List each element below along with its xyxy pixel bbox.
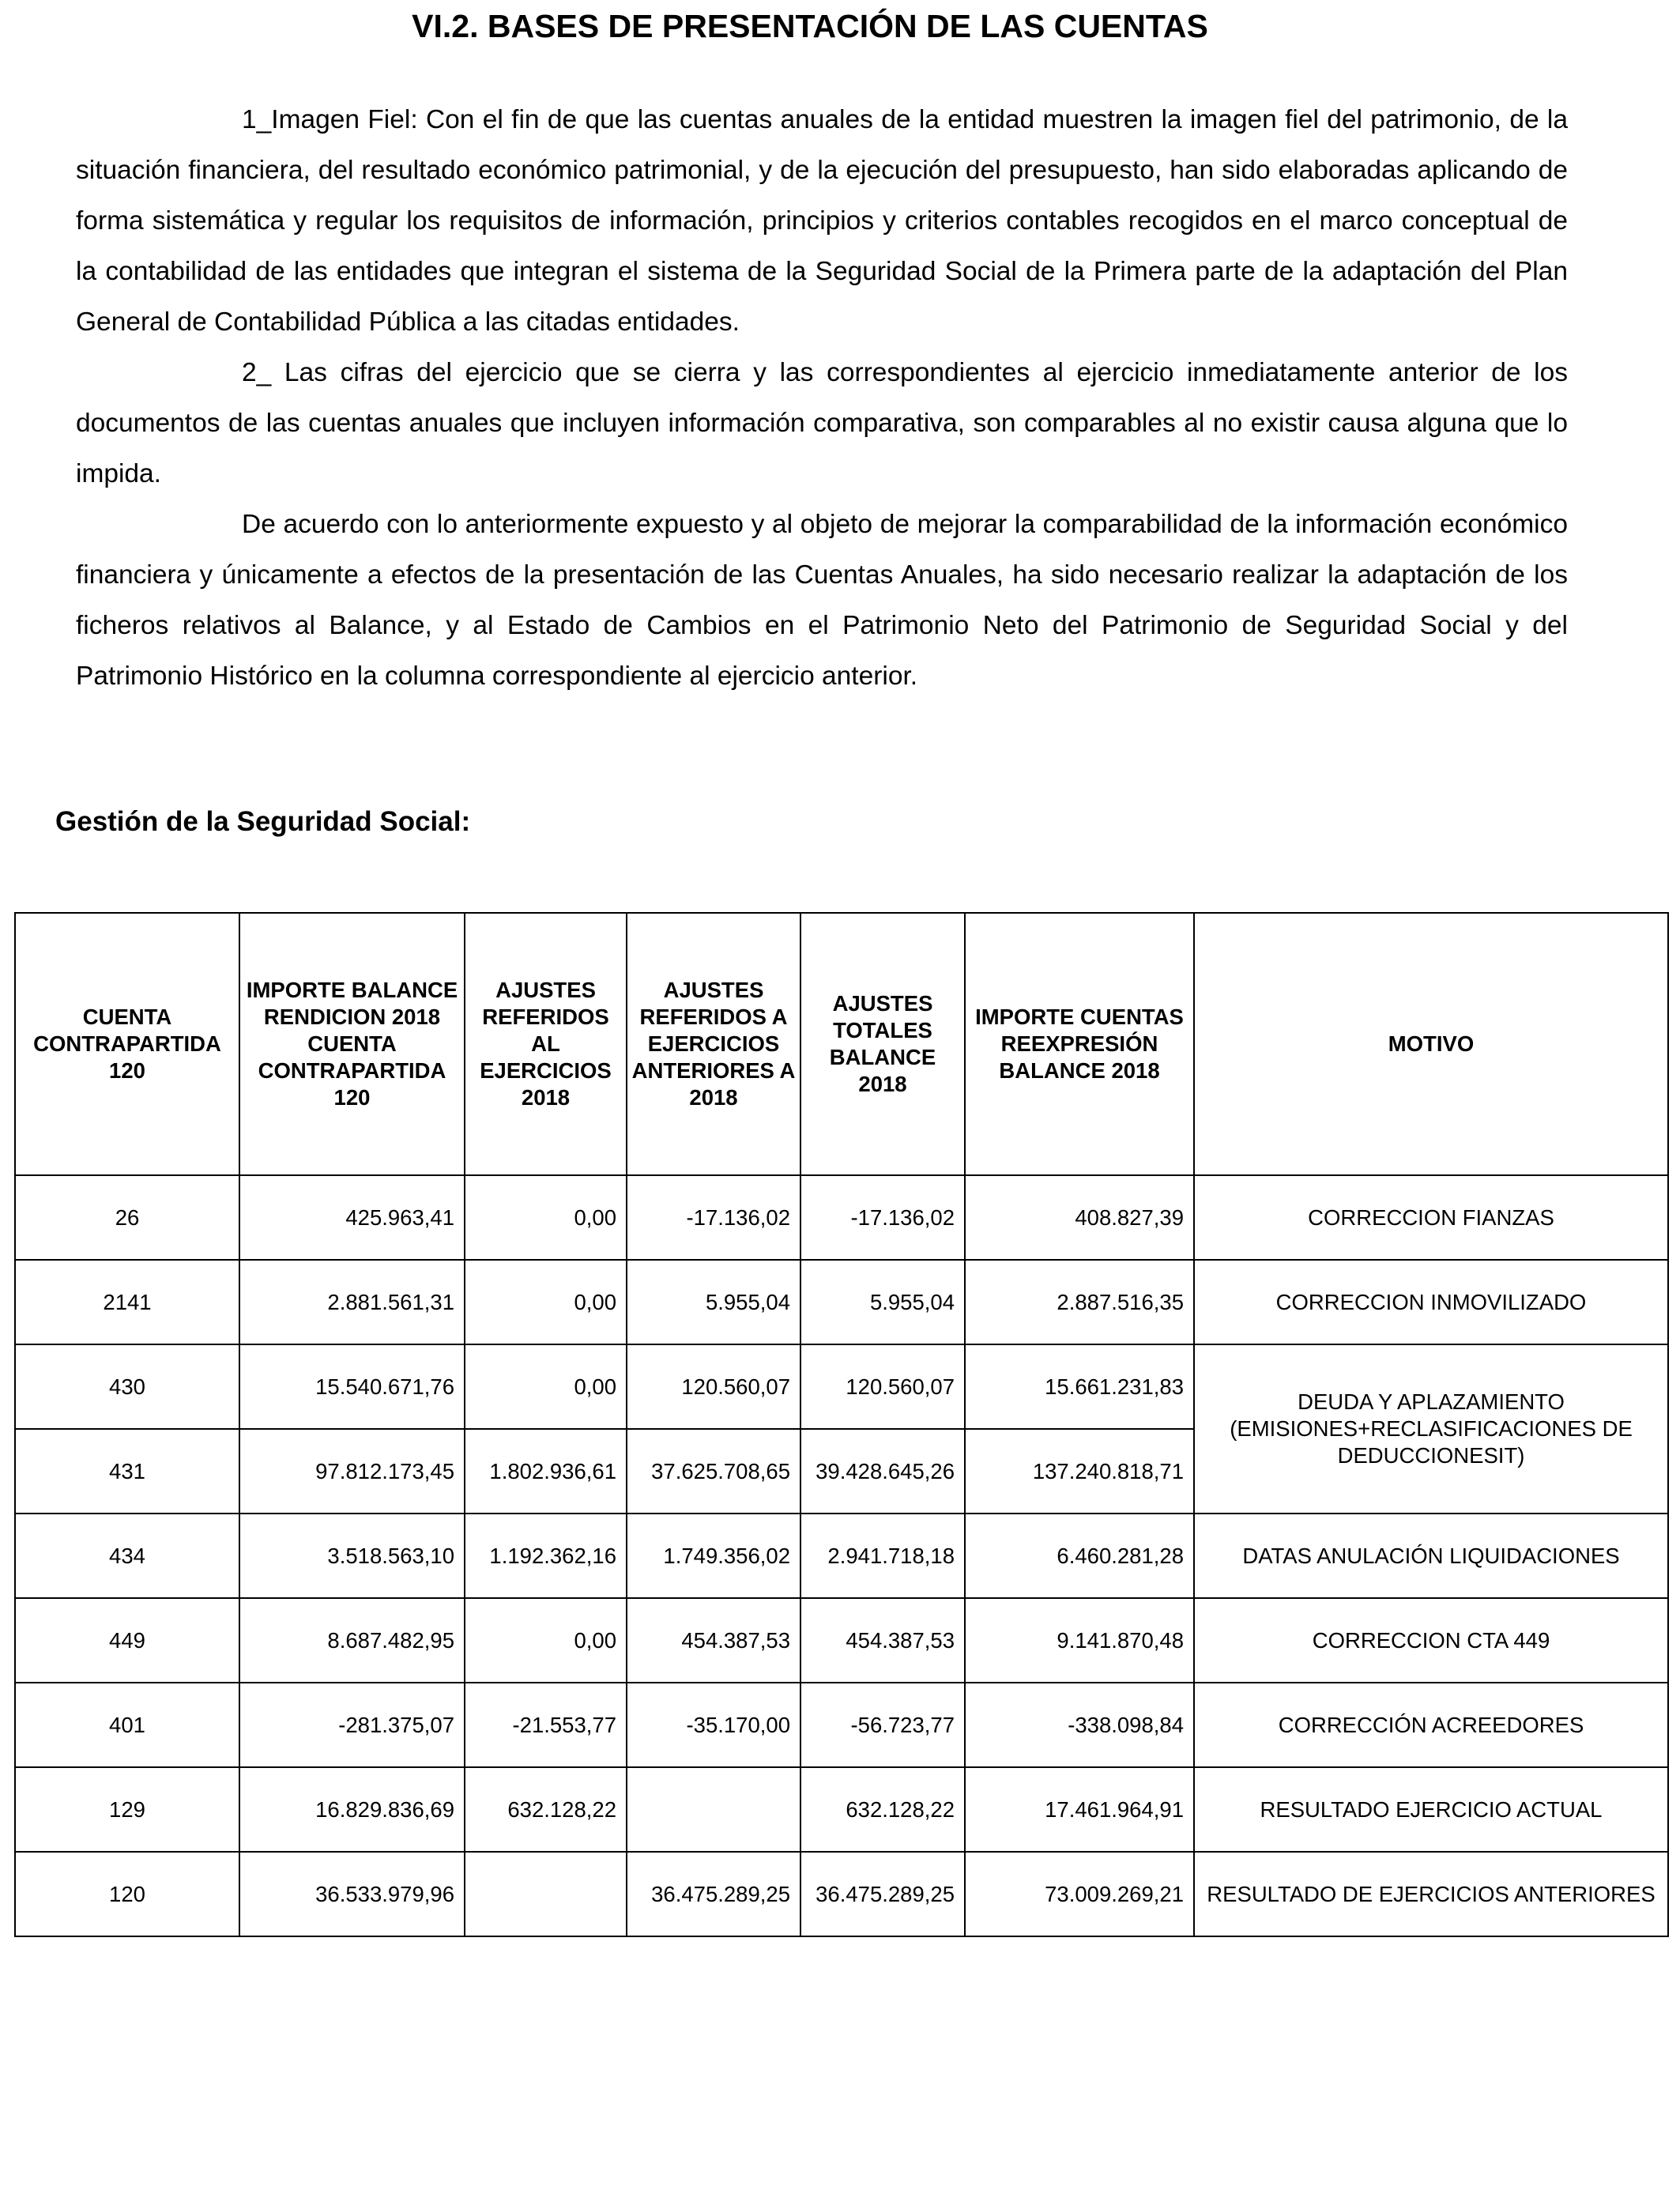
cell-motivo: CORRECCION CTA 449 — [1194, 1598, 1668, 1683]
cell-ajustes-anteriores — [627, 1767, 800, 1852]
cell-importe: 36.533.979,96 — [239, 1852, 465, 1936]
cell-cuenta: 430 — [15, 1344, 239, 1429]
cell-importe: 8.687.482,95 — [239, 1598, 465, 1683]
cell-ajustes-totales: 454.387,53 — [800, 1598, 965, 1683]
header-importe-reexpresion: IMPORTE CUENTAS REEXPRESIÓN BALANCE 2018 — [965, 913, 1194, 1175]
cell-reexpresion: 9.141.870,48 — [965, 1598, 1194, 1683]
cell-ajustes-anteriores: 37.625.708,65 — [627, 1429, 800, 1514]
cell-ajustes-2018: 1.802.936,61 — [465, 1429, 627, 1514]
cell-ajustes-totales: 2.941.718,18 — [800, 1514, 965, 1598]
cell-reexpresion: 2.887.516,35 — [965, 1260, 1194, 1344]
cell-ajustes-anteriores: 1.749.356,02 — [627, 1514, 800, 1598]
cell-cuenta: 120 — [15, 1852, 239, 1936]
cell-motivo: CORRECCIÓN ACREEDORES — [1194, 1683, 1668, 1767]
cell-importe: 3.518.563,10 — [239, 1514, 465, 1598]
cell-ajustes-2018: 632.128,22 — [465, 1767, 627, 1852]
cell-ajustes-2018 — [465, 1852, 627, 1936]
paragraph-cifras-comparables: 2_ Las cifras del ejercicio que se cierra y las correspondientes al ejercicio inmediatamente anterior de los documentos de las cuentas anuales que incluyen información comparativa, son comparables al no existir causa alguna que lo impida. — [76, 358, 1568, 488]
cell-ajustes-totales: -56.723,77 — [800, 1683, 965, 1767]
cell-reexpresion: 73.009.269,21 — [965, 1852, 1194, 1936]
cell-ajustes-totales: 120.560,07 — [800, 1344, 965, 1429]
header-importe-balance: IMPORTE BALANCE RENDICION 2018 CUENTA CONTRAPARTIDA 120 — [239, 913, 465, 1175]
cell-reexpresion: 137.240.818,71 — [965, 1429, 1194, 1514]
cell-cuenta: 431 — [15, 1429, 239, 1514]
reexpression-table — [14, 912, 1669, 1937]
table-row — [15, 1767, 1668, 1852]
table-row — [15, 1683, 1668, 1767]
cell-cuenta: 26 — [15, 1175, 239, 1260]
cell-motivo-merged: DEUDA Y APLAZAMIENTO (EMISIONES+RECLASIFICACIONES DE DEDUCCIONESIT) — [1194, 1344, 1668, 1514]
cell-reexpresion: 17.461.964,91 — [965, 1767, 1194, 1852]
cell-ajustes-totales: 36.475.289,25 — [800, 1852, 965, 1936]
header-ajustes-totales: AJUSTES TOTALES BALANCE 2018 — [800, 913, 965, 1175]
cell-motivo: CORRECCION INMOVILIZADO — [1194, 1260, 1668, 1344]
table-row — [15, 1598, 1668, 1683]
cell-ajustes-anteriores: -17.136,02 — [627, 1175, 800, 1260]
cell-motivo: DATAS ANULACIÓN LIQUIDACIONES — [1194, 1514, 1668, 1598]
paragraph-imagen-fiel: 1_Imagen Fiel: Con el fin de que las cuentas anuales de la entidad muestren la imagen fiel del patrimonio, de la situación financiera, del resultado económico patrimonial, y de la ejecución del presupuesto, han sido elaboradas aplicando de forma sistemática y regular los requisitos de información, principios y criterios contables recogidos en el marco conceptual de la contabilidad de las entidades que integran el sistema de la Seguridad Social de la Primera parte de la adaptación del Plan General de Contabilidad Pública a las citadas entidades. — [76, 105, 1568, 337]
cell-motivo: CORRECCION FIANZAS — [1194, 1175, 1668, 1260]
cell-ajustes-totales: 5.955,04 — [800, 1260, 965, 1344]
table-row — [15, 1175, 1668, 1260]
page-title: VI.2. BASES DE PRESENTACIÓN DE LAS CUENTAS — [412, 8, 1208, 44]
table-row — [15, 1514, 1668, 1598]
cell-ajustes-anteriores: 5.955,04 — [627, 1260, 800, 1344]
body-text — [76, 95, 1568, 702]
cell-ajustes-anteriores: 120.560,07 — [627, 1344, 800, 1429]
cell-cuenta: 401 — [15, 1683, 239, 1767]
cell-importe: 425.963,41 — [239, 1175, 465, 1260]
cell-importe: 15.540.671,76 — [239, 1344, 465, 1429]
cell-importe: 2.881.561,31 — [239, 1260, 465, 1344]
cell-reexpresion: 408.827,39 — [965, 1175, 1194, 1260]
cell-reexpresion: 6.460.281,28 — [965, 1514, 1194, 1598]
section-heading: Gestión de la Seguridad Social: — [55, 806, 471, 837]
table-row — [15, 1852, 1668, 1936]
cell-ajustes-2018: 1.192.362,16 — [465, 1514, 627, 1598]
cell-cuenta: 129 — [15, 1767, 239, 1852]
cell-ajustes-2018: 0,00 — [465, 1260, 627, 1344]
table-header-row — [15, 913, 1668, 1175]
cell-ajustes-2018: -21.553,77 — [465, 1683, 627, 1767]
header-ajustes-2018: AJUSTES REFERIDOS AL EJERCICIOS 2018 — [465, 913, 627, 1175]
table-row — [15, 1260, 1668, 1344]
cell-motivo: RESULTADO DE EJERCICIOS ANTERIORES — [1194, 1852, 1668, 1936]
cell-reexpresion: -338.098,84 — [965, 1683, 1194, 1767]
cell-ajustes-anteriores: 36.475.289,25 — [627, 1852, 800, 1936]
cell-cuenta: 449 — [15, 1598, 239, 1683]
cell-cuenta: 434 — [15, 1514, 239, 1598]
cell-ajustes-anteriores: -35.170,00 — [627, 1683, 800, 1767]
header-cuenta: CUENTA CONTRAPARTIDA 120 — [15, 913, 239, 1175]
paragraph-adaptacion: De acuerdo con lo anteriormente expuesto y al objeto de mejorar la comparabilidad de la información económico financiera y únicamente a efectos de la presentación de las Cuentas Anuales, ha sido necesario realizar la adaptación de los ficheros relativos al Balance, y al Estado de Cambios en el Patrimonio Neto del Patrimonio de Seguridad Social y del Patrimonio Histórico en la columna correspondiente al ejercicio anterior. — [76, 510, 1568, 691]
cell-cuenta: 2141 — [15, 1260, 239, 1344]
cell-ajustes-totales: 39.428.645,26 — [800, 1429, 965, 1514]
cell-importe: 16.829.836,69 — [239, 1767, 465, 1852]
cell-ajustes-2018: 0,00 — [465, 1598, 627, 1683]
cell-importe: -281.375,07 — [239, 1683, 465, 1767]
table-row — [15, 1344, 1668, 1429]
cell-ajustes-totales: -17.136,02 — [800, 1175, 965, 1260]
cell-ajustes-2018: 0,00 — [465, 1175, 627, 1260]
cell-ajustes-totales: 632.128,22 — [800, 1767, 965, 1852]
header-ajustes-anteriores: AJUSTES REFERIDOS A EJERCICIOS ANTERIORES A 2018 — [627, 913, 800, 1175]
cell-motivo: RESULTADO EJERCICIO ACTUAL — [1194, 1767, 1668, 1852]
cell-ajustes-anteriores: 454.387,53 — [627, 1598, 800, 1683]
header-motivo: MOTIVO — [1194, 913, 1668, 1175]
cell-ajustes-2018: 0,00 — [465, 1344, 627, 1429]
cell-importe: 97.812.173,45 — [239, 1429, 465, 1514]
cell-reexpresion: 15.661.231,83 — [965, 1344, 1194, 1429]
